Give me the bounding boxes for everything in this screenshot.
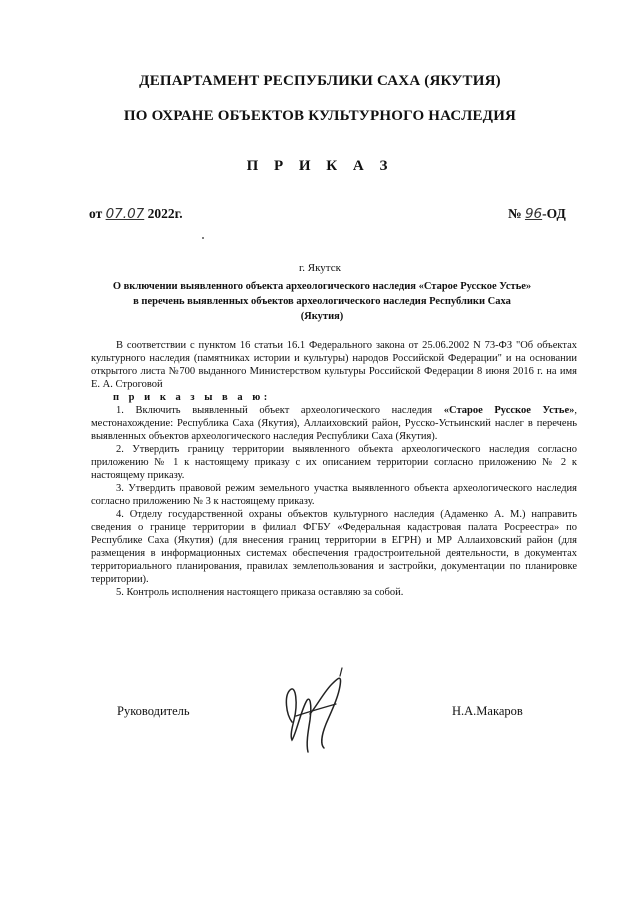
number-prefix: №: [508, 206, 522, 221]
intro-paragraph: В соответствии с пунктом 16 статьи 16.1 Федерального закона от 25.06.2002 N 73-ФЗ "Об объектах культурного наследия (памятниках истории и культуры) народов Российской Федерации" и на основании открытого листа №700 выданного Министерством культуры Российской Федерации 8 июня 2016 г. на имя Е. А. Строговой: [91, 340, 577, 390]
number-suffix: -ОД: [542, 206, 566, 221]
handwritten-signature: [262, 664, 362, 758]
order-word: п р и к а з ы в а ю:: [113, 392, 271, 403]
paragraph-4: 4. Отделу государственной охраны объектов культурного наследия (Адаменко А. М.) направить сведения о границе территории в филиал ФГБУ «Федеральная кадастровая палата Росреестра» по Республике Саха (Якутия) (для внесения границ территории в ЕГРН) и МР Аллаиховский район (для размещения в информационных системах обеспечения градостроительной деятельности, в документах территориального планирования, правилах землепользования и застройки, документации по планировке территории).: [91, 509, 577, 585]
order-number: [508, 206, 566, 222]
paragraph-5: 5. Контроль исполнения настоящего приказа оставляю за собой.: [116, 587, 404, 598]
order-date: [89, 206, 183, 222]
number-handwritten: 96: [524, 206, 543, 222]
date-suffix: 2022г.: [147, 206, 183, 221]
p1-rest: , местонахождение: Республика Саха (Якутия), Аллаиховский район, Русско-Устьинский наслег в перечень выявленных объектов археологического наследия Республики Саха (Якутия).: [91, 405, 577, 442]
signer-name: Н.А.Макаров: [452, 704, 523, 718]
department-subtitle: ПО ОХРАНЕ ОБЪЕКТОВ КУЛЬТУРНОГО НАСЛЕДИЯ: [123, 108, 517, 124]
order-title: П Р И К А З: [246, 158, 394, 174]
stray-mark: [202, 237, 204, 239]
object-name: «Старое Русское Устье»: [443, 405, 575, 416]
department-name: ДЕПАРТАМЕНТ РЕСПУБЛИКИ САХА (ЯКУТИЯ): [139, 73, 501, 89]
date-prefix: от: [89, 206, 103, 221]
p1-prefix: 1. Включить выявленный объект археологического наследия: [116, 405, 444, 416]
paragraph-2: 2. Утвердить границу территории выявленного объекта археологического наследия согласно приложению № 1 к настоящему приказу с их описанием территории согласно приложению № 2 к настоящему приказу.: [91, 444, 577, 481]
order-subject: О включении выявленного объекта археологического наследия «Старое Русское Устье» в перечень выявленных объектов археологического наследия Республики Саха (Якутия): [112, 281, 532, 322]
city: г. Якутск: [299, 262, 341, 274]
signer-title: Руководитель: [117, 704, 190, 718]
date-handwritten: 07.07: [105, 206, 145, 222]
paragraph-3: 3. Утвердить правовой режим земельного участка выявленного объекта археологического наследия согласно приложению № 3 к настоящему приказу.: [91, 483, 577, 507]
order-body: [91, 339, 577, 599]
paragraph-1: [91, 404, 577, 443]
